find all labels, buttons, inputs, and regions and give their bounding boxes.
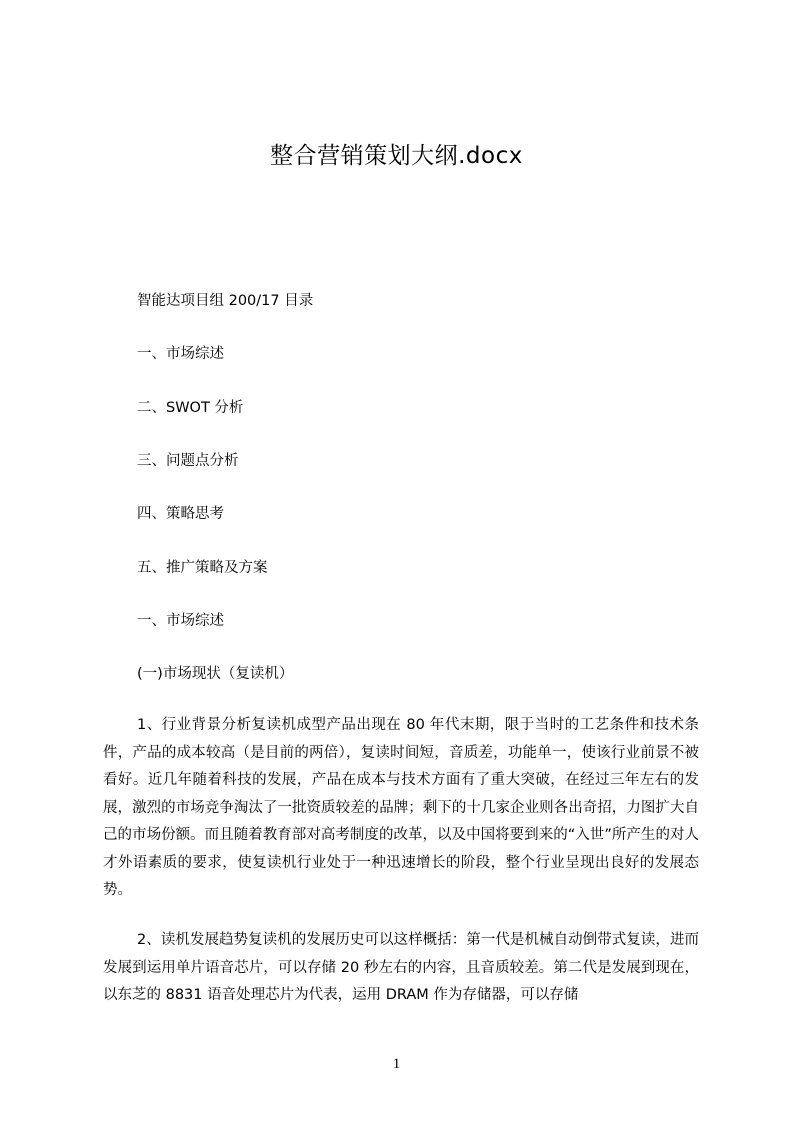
toc-item-swot-analysis: 二、SWOT 分析 — [137, 400, 244, 416]
subsection-heading: (一)市场现状（复读机） — [137, 666, 294, 682]
toc-item-promotion-plan: 五、推广策略及方案 — [137, 560, 268, 576]
toc-item-market-overview: 一、市场综述 — [137, 346, 224, 362]
project-subtitle: 智能达项目组 200/17 目录 — [137, 293, 314, 309]
page-number: 1 — [392, 1056, 401, 1072]
toc-item-strategy-thinking: 四、策略思考 — [137, 506, 224, 522]
toc-item-problem-analysis: 三、问题点分析 — [137, 453, 239, 469]
paragraph-development-trend: 2、读机发展趋势复读机的发展历史可以这样概括：第一代是机械自动倒带式复读，进而发展到运用单片语音芯片，可以存储 20 秒左右的内容，且音质较差。第二代是发展到现在，以东芝的 8831 语音处理芯片为代表，运用 DRAM 作为存储器，可以存储 — [103, 932, 699, 1003]
document-title: 整合营销策划大纲.docx — [270, 143, 523, 169]
section-heading: 一、市场综述 — [137, 613, 224, 629]
paragraph-industry-background: 1、行业背景分析复读机成型产品出现在 80 年代末期，限于当时的工艺条件和技术条件，产品的成本较高（是目前的两倍），复读时间短，音质差，功能单一，使该行业前景不被看好。近几年随着科技的发展，产品在成本与技术方面有了重大突破，在经过三年左右的发展，激烈的市场竞争淘汰了一批资质较差的品牌；剩下的十几家企业则各出奇招，力图扩大自己的市场份额。而且随着教育部对高考制度的改革，以及中国将要到来的“入世”所产生的对人才外语素质的要求，使复读机行业处于一种迅速增长的阶段，整个行业呈现出良好的发展态势。 — [103, 717, 699, 898]
